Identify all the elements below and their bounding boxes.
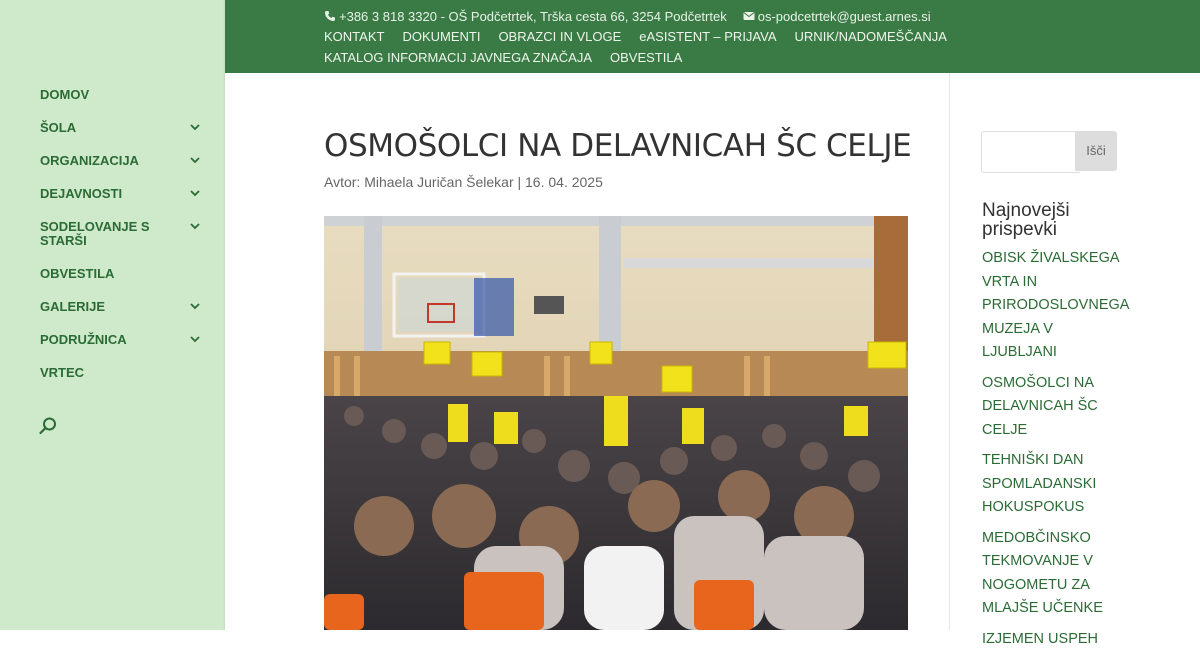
- sidebar-item-galerije[interactable]: [40, 300, 210, 314]
- top-menu-kontakt[interactable]: KONTAKT: [324, 29, 385, 44]
- nav-label: DOMOV: [40, 87, 90, 102]
- phone-icon: [324, 10, 336, 22]
- nav-label: GALERIJE: [40, 299, 106, 314]
- chevron-down-icon[interactable]: [188, 332, 202, 346]
- top-header: [225, 0, 1200, 73]
- sidebar-item-domov[interactable]: [40, 88, 210, 102]
- recent-post-link[interactable]: OSMOŠOLCI NA DELAVNICAH ŠC CELJE: [982, 374, 1098, 438]
- email-link[interactable]: os-podcetrtek@guest.arnes.si: [757, 8, 931, 24]
- phone-address-text: +386 3 818 3320 - OŠ Podčetrtek, Trška cesta 66, 3254 Podčetrtek: [339, 8, 727, 24]
- top-menu-row-1: [324, 29, 965, 44]
- nav-label: OBVESTILA: [40, 266, 115, 281]
- sidebar-item-podruznica[interactable]: [40, 333, 210, 347]
- top-menu-dokumenti[interactable]: DOKUMENTI: [402, 29, 481, 44]
- recent-posts-list: [982, 247, 1129, 658]
- post-meta: Avtor: Mihaela Juričan Šelekar | 16. 04. 2025: [324, 174, 603, 190]
- chevron-down-icon[interactable]: [188, 120, 202, 134]
- search-input[interactable]: [981, 131, 1080, 173]
- chevron-down-icon[interactable]: [188, 299, 202, 313]
- contact-info: [324, 8, 931, 24]
- main-content: [225, 73, 950, 630]
- nav-label: SODELOVANJE S STARŠI: [40, 219, 150, 248]
- nav-label: PODRUŽNICA: [40, 332, 127, 347]
- nav-label: ORGANIZACIJA: [40, 153, 139, 168]
- top-menu-obvestila[interactable]: OBVESTILA: [610, 50, 683, 65]
- sidebar-item-obvestila[interactable]: [40, 267, 210, 281]
- nav-label: DEJAVNOSTI: [40, 186, 123, 201]
- recent-post-link[interactable]: TEHNIŠKI DAN SPOMLADANSKI HOKUSPOKUS: [982, 452, 1097, 515]
- recent-posts-title: Najnovejši prispevki: [982, 200, 1070, 240]
- recent-post-link[interactable]: OBISK ŽIVALSKEGA VRTA IN PRIRODOSLOVNEGA MUZEJA V LJUBLJANI: [982, 250, 1129, 360]
- column-divider: [949, 73, 950, 630]
- mail-icon: [743, 10, 755, 22]
- chevron-down-icon[interactable]: [188, 186, 202, 200]
- chevron-down-icon[interactable]: [188, 153, 202, 167]
- left-sidebar: [0, 0, 225, 630]
- top-menu-easistent[interactable]: eASISTENT – PRIJAVA: [639, 29, 777, 44]
- recent-post-link[interactable]: IZJEMEN USPEH: [982, 630, 1099, 647]
- nav-label: VRTEC: [40, 365, 85, 380]
- top-menu-urnik[interactable]: URNIK/NADOMEŠČANJA: [794, 29, 947, 44]
- sidebar-item-dejavnosti[interactable]: [40, 187, 210, 201]
- sidebar-item-sola[interactable]: [40, 121, 210, 135]
- post-title: OSMOŠOLCI NA DELAVNICAH ŠC CELJE: [324, 128, 912, 164]
- main-navigation: [40, 88, 210, 399]
- top-menu-row-2: [324, 50, 700, 65]
- chevron-down-icon[interactable]: [188, 219, 202, 233]
- top-menu-obrazci[interactable]: OBRAZCI IN VLOGE: [498, 29, 622, 44]
- search-button[interactable]: Išči: [1075, 131, 1117, 171]
- search-icon[interactable]: [38, 416, 58, 436]
- sidebar-item-sodelovanje[interactable]: [40, 220, 210, 248]
- recent-post-link[interactable]: MEDOBČINSKO TEKMOVANJE V NOGOMETU ZA MLAJŠE UČENKE: [982, 529, 1103, 616]
- sidebar-item-organizacija[interactable]: [40, 154, 210, 168]
- top-menu-katalog[interactable]: KATALOG INFORMACIJ JAVNEGA ZNAČAJA: [324, 50, 592, 65]
- featured-image: [324, 216, 908, 630]
- nav-label: ŠOLA: [40, 120, 77, 135]
- sidebar-item-vrtec[interactable]: [40, 366, 210, 380]
